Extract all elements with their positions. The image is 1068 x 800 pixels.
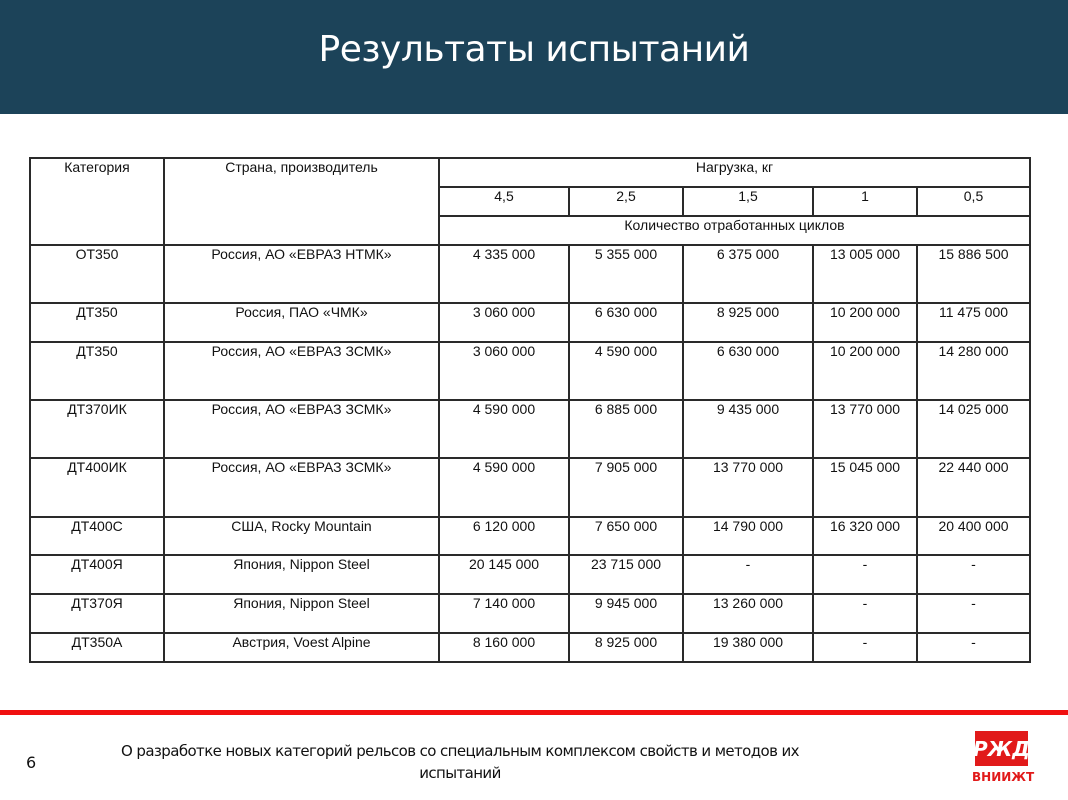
cell-manufacturer: Россия, ПАО «ЧМК» [164, 303, 439, 342]
table-row [30, 633, 1030, 662]
cell-category: ДТ350А [30, 633, 164, 662]
cell-value: 23 715 000 [569, 555, 683, 594]
header-load-value: 0,5 [917, 187, 1030, 216]
cell-value: - [813, 633, 917, 662]
cell-value: 3 060 000 [439, 342, 569, 400]
rzd-logo-icon [975, 731, 1028, 766]
header-manufacturer: Страна, производитель [164, 158, 439, 245]
cell-value: 6 375 000 [683, 245, 813, 303]
header-category: Категория [30, 158, 164, 245]
header-load-value: 1 [813, 187, 917, 216]
cell-value: 20 400 000 [917, 517, 1030, 555]
cell-value: 16 320 000 [813, 517, 917, 555]
cell-manufacturer: Россия, АО «ЕВРАЗ ЗСМК» [164, 400, 439, 458]
slide-header [0, 0, 1068, 114]
cell-value: 8 925 000 [683, 303, 813, 342]
cell-category: ДТ370ИК [30, 400, 164, 458]
cell-category: ОТ350 [30, 245, 164, 303]
cell-value: 5 355 000 [569, 245, 683, 303]
footer-caption: О разработке новых категорий рельсов со специальным комплексом свойств и методов их испытаний [121, 742, 799, 782]
cell-value: 9 435 000 [683, 400, 813, 458]
cell-value: 7 140 000 [439, 594, 569, 633]
cell-value: 8 925 000 [569, 633, 683, 662]
cell-value: 13 260 000 [683, 594, 813, 633]
cell-value: 6 885 000 [569, 400, 683, 458]
cell-value: - [917, 594, 1030, 633]
cell-value: 4 590 000 [569, 342, 683, 400]
cell-value: 6 630 000 [569, 303, 683, 342]
cell-value: 13 770 000 [813, 400, 917, 458]
table-row [30, 594, 1030, 633]
table-row [30, 555, 1030, 594]
cell-value: - [683, 555, 813, 594]
cell-value: 14 280 000 [917, 342, 1030, 400]
cell-manufacturer: Россия, АО «ЕВРАЗ ЗСМК» [164, 342, 439, 400]
cell-value: 4 590 000 [439, 458, 569, 517]
cell-category: ДТ400ИК [30, 458, 164, 517]
cell-category: ДТ350 [30, 303, 164, 342]
header-row-load [30, 158, 1030, 187]
cell-value: 4 335 000 [439, 245, 569, 303]
header-cycles: Количество отработанных циклов [439, 216, 1030, 245]
cell-value: 10 200 000 [813, 303, 917, 342]
cell-value: 19 380 000 [683, 633, 813, 662]
cell-value: 13 005 000 [813, 245, 917, 303]
table-row [30, 245, 1030, 303]
cell-value: 9 945 000 [569, 594, 683, 633]
cell-manufacturer: Австрия, Voest Alpine [164, 633, 439, 662]
logo-mark: РЖД [973, 736, 1030, 761]
table-row [30, 458, 1030, 517]
cell-value: - [917, 633, 1030, 662]
cell-category: ДТ350 [30, 342, 164, 400]
cell-value: 6 120 000 [439, 517, 569, 555]
results-table [29, 157, 1031, 663]
header-load-value: 4,5 [439, 187, 569, 216]
footer-divider [0, 710, 1068, 715]
cell-category: ДТ400С [30, 517, 164, 555]
header-load-value: 1,5 [683, 187, 813, 216]
header-load-value: 2,5 [569, 187, 683, 216]
cell-category: ДТ370Я [30, 594, 164, 633]
cell-manufacturer: Япония, Nippon Steel [164, 555, 439, 594]
logo-caption: ВНИИЖТ [972, 770, 1035, 784]
page-number: 6 [26, 753, 37, 772]
cell-value: 7 650 000 [569, 517, 683, 555]
cell-value: - [813, 594, 917, 633]
cell-value: 7 905 000 [569, 458, 683, 517]
cell-value: 6 630 000 [683, 342, 813, 400]
table-row [30, 400, 1030, 458]
table-row [30, 342, 1030, 400]
cell-value: 14 790 000 [683, 517, 813, 555]
cell-value: 10 200 000 [813, 342, 917, 400]
cell-value: 11 475 000 [917, 303, 1030, 342]
cell-value: 4 590 000 [439, 400, 569, 458]
cell-manufacturer: Россия, АО «ЕВРАЗ ЗСМК» [164, 458, 439, 517]
cell-value: 13 770 000 [683, 458, 813, 517]
cell-value: - [917, 555, 1030, 594]
cell-value: 3 060 000 [439, 303, 569, 342]
cell-manufacturer: Япония, Nippon Steel [164, 594, 439, 633]
cell-manufacturer: Россия, АО «ЕВРАЗ НТМК» [164, 245, 439, 303]
cell-value: 14 025 000 [917, 400, 1030, 458]
header-load: Нагрузка, кг [439, 158, 1030, 187]
cell-manufacturer: США, Rocky Mountain [164, 517, 439, 555]
cell-value: 22 440 000 [917, 458, 1030, 517]
slide-title: Результаты испытаний [318, 28, 750, 70]
cell-value: 15 886 500 [917, 245, 1030, 303]
table-row [30, 517, 1030, 555]
cell-category: ДТ400Я [30, 555, 164, 594]
cell-value: 20 145 000 [439, 555, 569, 594]
table-row [30, 303, 1030, 342]
cell-value: - [813, 555, 917, 594]
cell-value: 15 045 000 [813, 458, 917, 517]
cell-value: 8 160 000 [439, 633, 569, 662]
